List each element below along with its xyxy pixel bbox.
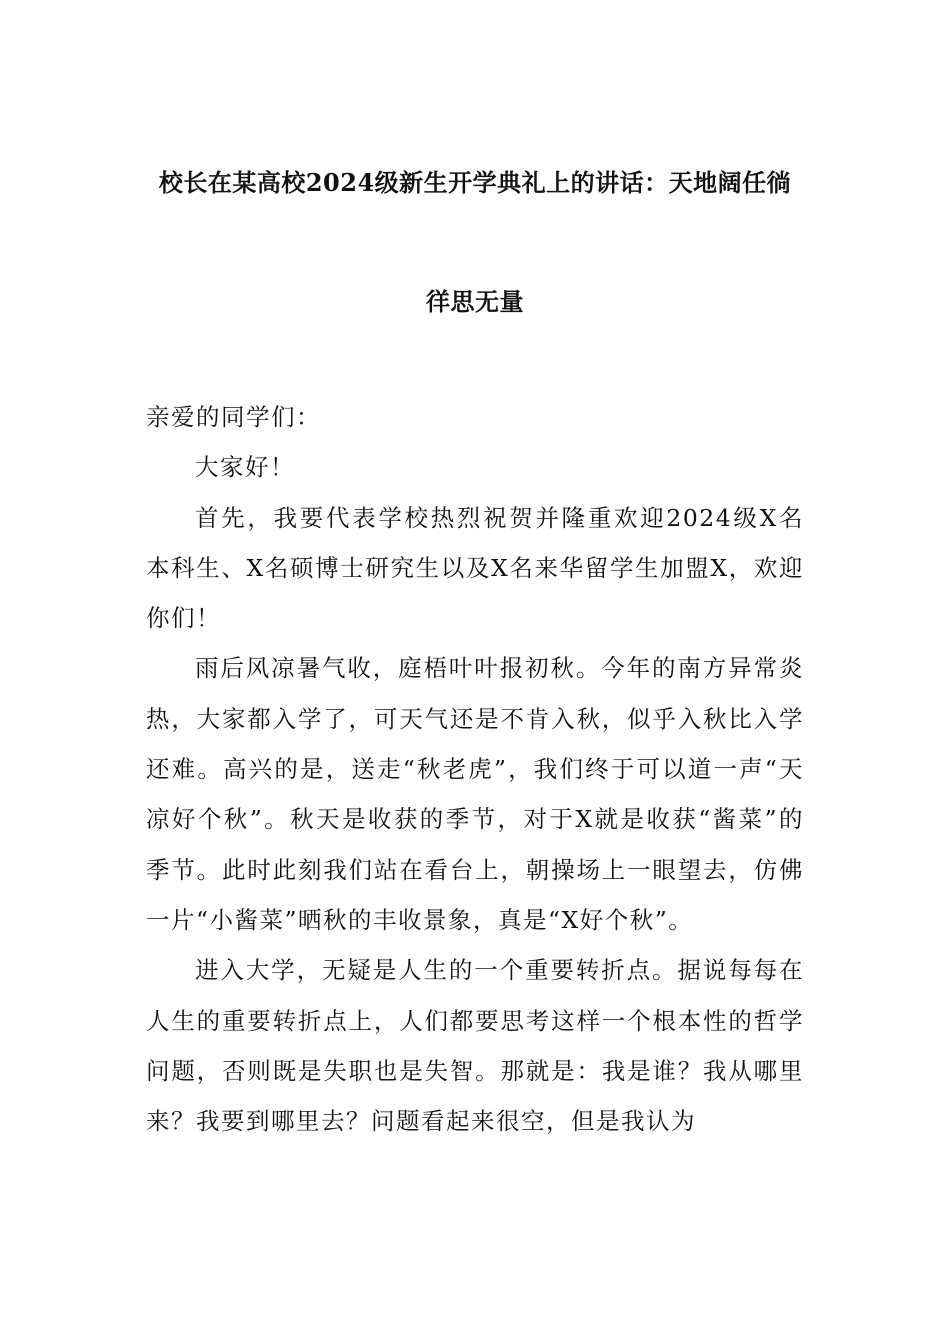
document-title-line-1: 校长在某高校2024级新生开学典礼上的讲话：天地阔任徜 (158, 168, 792, 197)
document-body (146, 392, 804, 1146)
turning-point-paragraph: 进入大学，无疑是人生的一个重要转折点。据说每每在人生的重要转折点上，人们都要思考这样一个根本性的哲学问题，否则既是失职也是失智。那就是：我是谁？我从哪里来？我要到哪里去？问题看起来很空，但是我认为 (146, 956, 804, 1136)
salutation: 亲爱的同学们： (146, 403, 321, 431)
document-title-line-2: 徉思无量 (426, 287, 524, 316)
autumn-paragraph: 雨后风凉暑气收，庭梧叶叶报初秋。今年的南方异常炎热，大家都入学了，可天气还是不肯入秋，似乎入秋比入学还难。高兴的是，送走“秋老虎”，我们终于可以道一声“天凉好个秋”。秋天是收获的季节，对于X就是收获“酱菜”的季节。此时此刻我们站在看台上，朝操场上一眼望去，仿佛一片“小酱菜”晒秋的丰收景象，真是“X好个秋”。 (146, 654, 804, 934)
welcome-paragraph: 首先，我要代表学校热烈祝贺并隆重欢迎2024级X名本科生、X名硕博士研究生以及X名来华留学生加盟X，欢迎你们！ (146, 503, 804, 633)
greeting-paragraph: 大家好！ (195, 453, 295, 482)
